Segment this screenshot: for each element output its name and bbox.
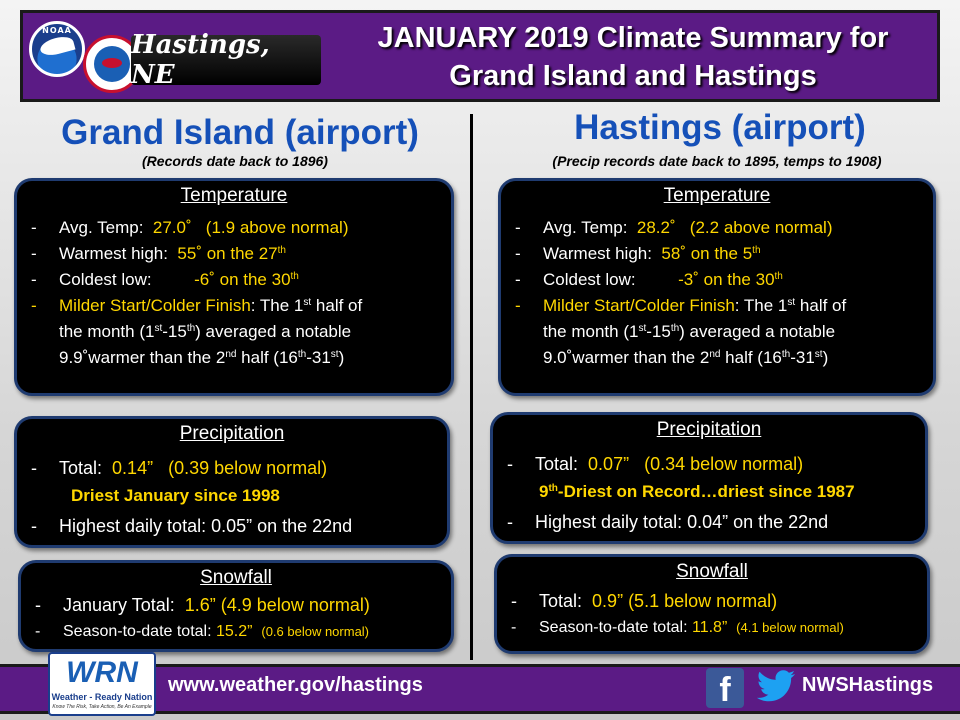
milder-line-2-c: ) averaged a notable [679, 322, 836, 341]
ordinal-suffix: nd [709, 349, 721, 360]
bullet-dash: - [35, 595, 41, 615]
milder-line-3 [501, 345, 933, 371]
milder-start-label: Milder Start/Colder Finish [543, 296, 735, 315]
milder-start-intro: : The 1 [734, 296, 788, 315]
avg-temp-text [543, 215, 832, 241]
precip-daily-row [493, 507, 925, 537]
milder-start-label: Milder Start/Colder Finish [59, 296, 251, 315]
avg-temp-row [17, 215, 451, 241]
warmest-high-value [177, 244, 286, 263]
ordinal-suffix: th [774, 271, 783, 282]
bullet-dash: - [31, 244, 37, 263]
bullet-dash: - [515, 270, 521, 289]
milder-line-2 [501, 319, 933, 345]
header-banner [20, 10, 940, 102]
avg-temp-value: 27.0˚ [152, 218, 192, 237]
precip-highlight: Driest January since 1998 [71, 486, 280, 505]
milder-start-row [17, 293, 451, 319]
coldest-low-label: Coldest low: [59, 270, 152, 289]
ordinal-suffix: th [752, 245, 761, 256]
title-line-1: JANUARY 2019 Climate Summary for [377, 22, 889, 54]
milder-line-3-b: half (16 [720, 348, 782, 367]
coldest-low-value-text: -6˚ on the 30 [194, 270, 291, 289]
avg-temp-row [501, 215, 933, 241]
snow-january-value: 1.6” (4.9 below normal) [184, 595, 370, 615]
bullet-dash: - [31, 458, 37, 478]
milder-start-row [501, 293, 933, 319]
column-divider [470, 114, 473, 660]
grand-island-precipitation-panel [14, 416, 450, 548]
ordinal-suffix: th [186, 323, 196, 334]
bullet-dash: - [31, 218, 37, 237]
avg-temp-text [59, 215, 348, 241]
ordinal-suffix: th [290, 271, 299, 282]
snow-season-text [539, 615, 844, 641]
wrn-logo-tagline: Know The Risk, Take Action, Be An Example [52, 704, 152, 710]
milder-line-2-c: ) averaged a notable [195, 322, 352, 341]
warmest-high-label: Warmest high: [543, 244, 652, 263]
precip-highlight [539, 479, 855, 505]
wrn-logo [48, 652, 156, 716]
warmest-high-value-text: 55˚ on the 27 [177, 244, 278, 263]
coldest-low-text [59, 267, 299, 293]
precip-total-row [493, 449, 925, 479]
milder-line-3-a: 9.9˚warmer than the 2 [59, 348, 226, 367]
snow-total-text [539, 587, 777, 615]
precip-daily: Highest daily total: 0.04” on the 22nd [535, 512, 829, 532]
ordinal-suffix: st [787, 297, 796, 308]
hastings-snowfall-panel [494, 554, 930, 654]
ordinal-suffix: th [548, 483, 558, 494]
snow-total-row [497, 587, 927, 615]
coldest-low-value [678, 270, 783, 289]
temperature-heading: Temperature [180, 185, 288, 206]
snow-season-note: (4.1 below normal) [736, 620, 844, 635]
coldest-low-row [501, 267, 933, 293]
milder-line-2-a: the month (1 [543, 322, 639, 341]
avg-temp-note: (1.9 above normal) [205, 218, 349, 237]
page-title [323, 19, 943, 95]
bullet-dash: - [31, 270, 37, 289]
twitter-icon[interactable] [756, 670, 796, 704]
snow-season-row [21, 619, 451, 645]
precip-total-note: (0.39 below normal) [168, 458, 328, 478]
city-label: Hastings, NE [131, 35, 321, 85]
milder-line-3-d: ) [822, 348, 829, 367]
warmest-high-value [661, 244, 760, 263]
ordinal-suffix: st [303, 297, 312, 308]
wrn-logo-name: Weather - Ready Nation [51, 692, 153, 702]
wrn-logo-text: WRN [66, 656, 138, 689]
bullet-dash: - [511, 591, 517, 611]
hastings-temperature-panel [498, 178, 936, 396]
grand-island-title: Grand Island (airport) [61, 113, 419, 152]
title-line-2: Grand Island and Hastings [449, 60, 817, 92]
precip-total-text [59, 453, 327, 483]
snow-season-text [63, 619, 369, 645]
half-of-text: half of [795, 296, 847, 315]
ordinal-suffix: st [814, 349, 823, 360]
snow-total-label: Total: [539, 591, 583, 611]
snowfall-heading: Snowfall [676, 561, 748, 582]
warmest-high-row [17, 241, 451, 267]
ordinal-suffix: th [781, 349, 791, 360]
hastings-subtitle: (Precip records date back to 1895, temps to 1908) [552, 153, 882, 169]
precip-total-row [17, 453, 447, 483]
hastings-title: Hastings (airport) [574, 108, 866, 147]
milder-line-3-c: -31 [790, 348, 815, 367]
milder-line-2-b: -15 [646, 322, 671, 341]
ordinal-suffix: th [277, 245, 286, 256]
milder-start-text [59, 293, 362, 319]
nws-logo-emblem [94, 46, 130, 82]
precip-total-label: Total: [535, 454, 579, 474]
bullet-dash: - [35, 623, 41, 640]
bullet-dash: - [515, 296, 521, 315]
grand-island-snowfall-panel [18, 560, 454, 652]
snow-season-value: 11.8” [692, 619, 728, 636]
snow-season-value: 15.2” [216, 623, 253, 640]
grand-island-subtitle: (Records date back to 1896) [142, 153, 328, 169]
precip-total-note: (0.34 below normal) [644, 454, 804, 474]
precipitation-heading: Precipitation [656, 419, 762, 440]
coldest-low-text [543, 267, 783, 293]
ordinal-suffix: th [297, 349, 307, 360]
bullet-dash: - [507, 512, 513, 532]
warmest-high-label: Warmest high: [59, 244, 168, 263]
milder-line-3 [17, 345, 451, 371]
snow-total-value: 0.9” (5.1 below normal) [592, 591, 778, 611]
precip-total-label: Total: [59, 458, 103, 478]
snowfall-heading: Snowfall [200, 567, 272, 588]
precip-total-value: 0.14” [112, 458, 154, 478]
milder-start-text [543, 293, 846, 319]
snow-season-note: (0.6 below normal) [261, 624, 370, 639]
ordinal-suffix: st [330, 349, 339, 360]
precip-highlight-row [493, 479, 925, 507]
precip-daily-row [17, 511, 447, 541]
milder-line-3-a: 9.0˚warmer than the 2 [543, 348, 710, 367]
warmest-high-text [543, 241, 761, 267]
precip-total-value: 0.07” [588, 454, 630, 474]
milder-start-intro: : The 1 [250, 296, 304, 315]
precip-highlight-rank: 9 [539, 482, 549, 501]
milder-line-3-c: -31 [306, 348, 331, 367]
snow-january-text [63, 591, 370, 619]
bullet-dash: - [31, 516, 37, 536]
temperature-heading: Temperature [663, 185, 771, 206]
twitter-handle[interactable]: NWSHastings [802, 674, 934, 696]
snow-january-label: January Total: [63, 595, 175, 615]
coldest-low-value [194, 270, 299, 289]
grand-island-temperature-panel [14, 178, 454, 396]
precip-highlight-text: -Driest on Record…driest since 1987 [557, 482, 855, 501]
half-of-text: half of [311, 296, 363, 315]
avg-temp-label: Avg. Temp: [543, 218, 628, 237]
milder-line-3-b: half (16 [236, 348, 298, 367]
website-link[interactable]: www.weather.gov/hastings [168, 674, 423, 696]
warmest-high-text [59, 241, 286, 267]
ordinal-suffix: st [638, 323, 647, 334]
noaa-logo [29, 21, 85, 77]
ordinal-suffix: nd [225, 349, 237, 360]
bullet-dash: - [515, 218, 521, 237]
precip-daily: Highest daily total: 0.05” on the 22nd [59, 516, 353, 536]
hastings-precipitation-panel [490, 412, 928, 544]
avg-temp-label: Avg. Temp: [59, 218, 144, 237]
warmest-high-row [501, 241, 933, 267]
precip-highlight-row [17, 483, 447, 511]
ordinal-suffix: th [670, 323, 680, 334]
avg-temp-value: 28.2˚ [636, 218, 676, 237]
snow-season-label: Season-to-date total: [539, 619, 688, 636]
bullet-dash: - [515, 244, 521, 263]
warmest-high-value-text: 58˚ on the 5 [661, 244, 753, 263]
snow-season-label: Season-to-date total: [63, 623, 212, 640]
precipitation-heading: Precipitation [179, 423, 285, 444]
noaa-bird-shape [39, 34, 76, 58]
snow-season-row [497, 615, 927, 641]
avg-temp-note: (2.2 above normal) [689, 218, 833, 237]
ordinal-suffix: st [154, 323, 163, 334]
coldest-low-row [17, 267, 451, 293]
facebook-icon[interactable]: f [706, 668, 744, 708]
coldest-low-value-text: -3˚ on the 30 [678, 270, 775, 289]
milder-line-3-d: ) [338, 348, 345, 367]
snow-january-row [21, 591, 451, 619]
milder-line-2 [17, 319, 451, 345]
bullet-dash: - [31, 296, 37, 315]
precip-total-text [535, 449, 803, 479]
bullet-dash: - [507, 454, 513, 474]
milder-line-2-b: -15 [162, 322, 187, 341]
milder-line-2-a: the month (1 [59, 322, 155, 341]
noaa-logo-text: NOAA [42, 26, 72, 35]
bullet-dash: - [511, 619, 517, 636]
coldest-low-label: Coldest low: [543, 270, 636, 289]
